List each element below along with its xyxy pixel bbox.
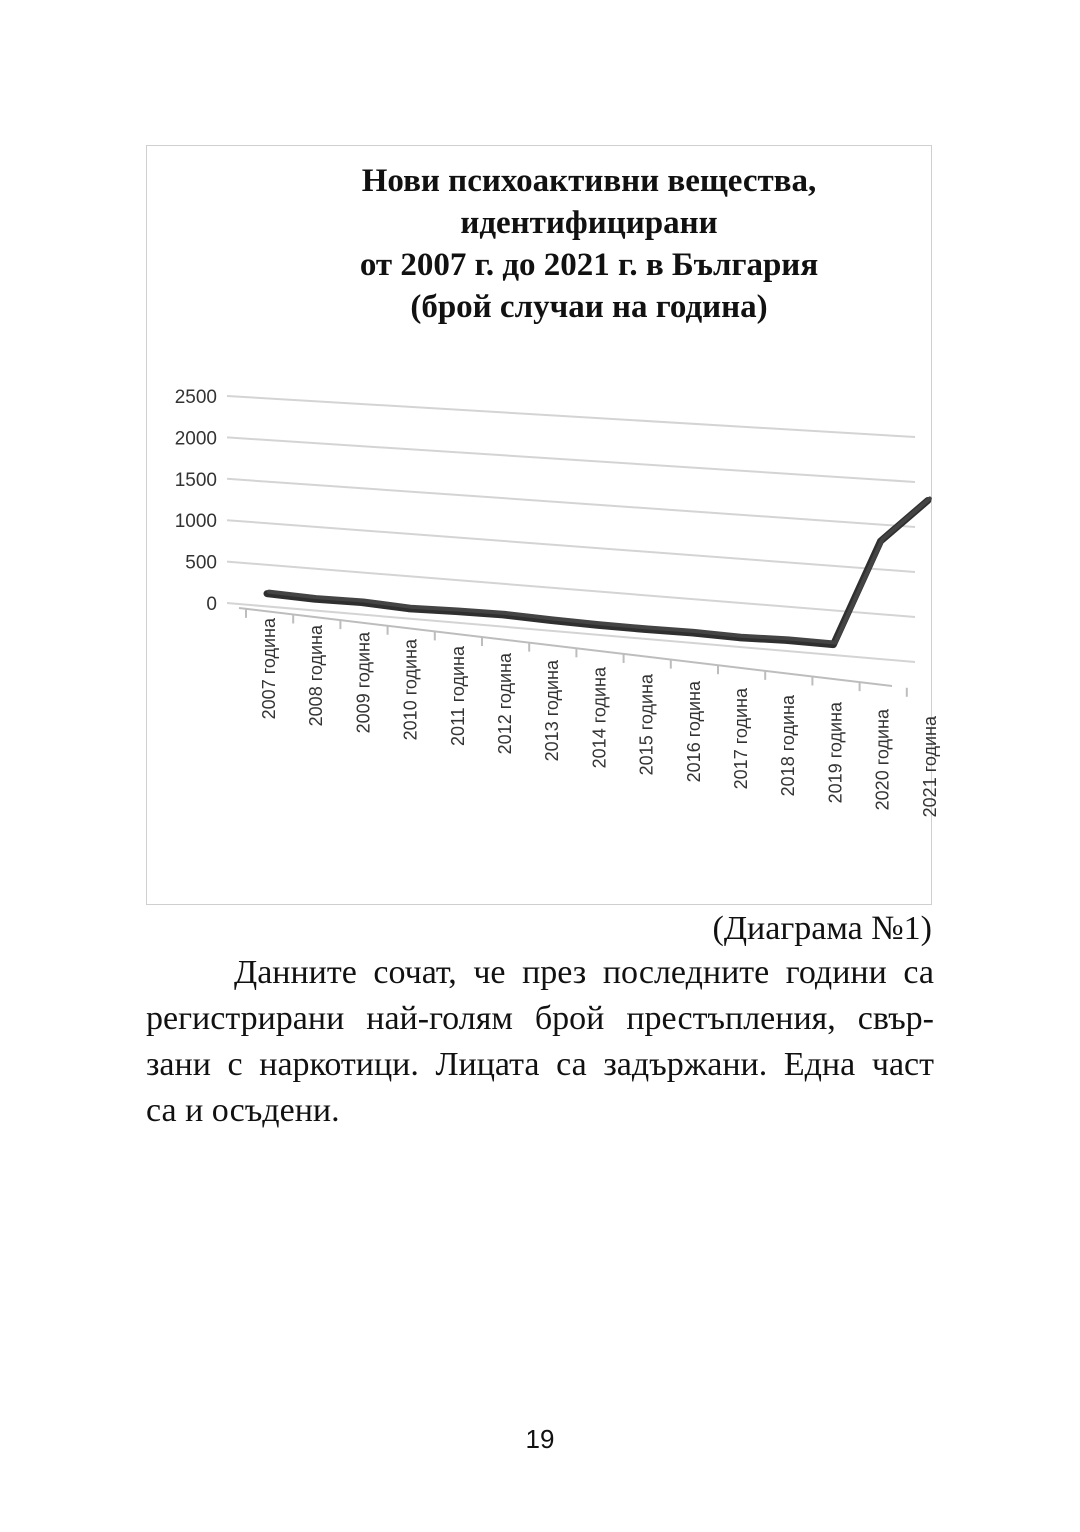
y-tick-label-2000: 2000 (174, 428, 217, 450)
y-tick-label-1000: 1000 (174, 511, 217, 533)
data-point-6 (504, 611, 507, 614)
x-tick-label: 2015 година (636, 674, 657, 776)
data-point-5 (456, 608, 459, 611)
chart-title-line-3: от 2007 г. до 2021 г. в България (359, 247, 819, 283)
body-line-1: Данните сочат, че през последните години са (234, 954, 934, 991)
data-point-2 (315, 596, 318, 599)
data-point-11 (740, 634, 743, 637)
data-point-3 (362, 599, 365, 602)
chart-plot (147, 146, 940, 906)
grid-line-2500 (227, 396, 915, 437)
data-point-8 (598, 622, 601, 625)
page-number: 19 (525, 1424, 555, 1454)
y-tick-label-2500: 2500 (174, 387, 217, 408)
data-point-12 (787, 637, 790, 640)
body-line-2: регистрирани най-голям брой престъпления, свър- (146, 1000, 934, 1037)
data-point-13 (834, 641, 837, 644)
x-tick-label: 2016 година (683, 681, 704, 783)
data-point-4 (409, 605, 412, 608)
data-point-9 (645, 626, 648, 629)
x-tick-label: 2008 година (306, 625, 327, 727)
data-point-7 (551, 617, 554, 620)
x-tick-label: 2011 година (447, 646, 468, 747)
x-tick-label: 2019 година (825, 702, 846, 804)
chart-title-line-4: (брой случаи на година) (410, 289, 768, 325)
y-tick-label-1500: 1500 (174, 469, 217, 491)
y-tick-label-500: 500 (185, 552, 217, 574)
grid-line-500 (227, 562, 915, 617)
x-tick-label: 2010 година (400, 639, 421, 741)
grid-line-2000 (227, 437, 915, 482)
grid-line-1000 (227, 520, 915, 572)
x-tick-label: 2014 година (589, 667, 610, 769)
x-axis-ticks (259, 617, 940, 817)
figure-caption: (Диаграма №1) (712, 910, 932, 947)
data-point-1 (268, 590, 271, 593)
chart-title-line-1: Нови психоактивни вещества, (361, 163, 817, 199)
x-tick-label: 2018 година (778, 695, 799, 797)
data-point-10 (692, 629, 695, 632)
x-tick-label: 2021 година (919, 716, 940, 818)
grid-line-1500 (227, 479, 915, 527)
y-tick-label-0: 0 (206, 594, 217, 615)
x-tick-label: 2017 година (731, 688, 751, 790)
chart-frame (146, 145, 940, 905)
data-point-15 (928, 497, 931, 500)
x-tick-label: 2012 година (495, 653, 515, 755)
y-axis-ticks (175, 387, 217, 615)
chart-title-line-2: идентифицирани (460, 205, 718, 241)
x-tick-label: 2013 година (542, 660, 563, 762)
body-paragraph (146, 950, 934, 1134)
x-tick-label: 2020 година (872, 709, 893, 811)
x-tick-label: 2009 година (353, 632, 374, 734)
grid-line-0 (227, 603, 915, 662)
data-point-14 (881, 538, 884, 541)
body-line-3: зани с наркотици. Лицата са задържани. Една част (146, 1046, 934, 1083)
x-tick-label: 2007 година (259, 618, 279, 720)
body-line-4: са и осъдени. (146, 1092, 340, 1129)
